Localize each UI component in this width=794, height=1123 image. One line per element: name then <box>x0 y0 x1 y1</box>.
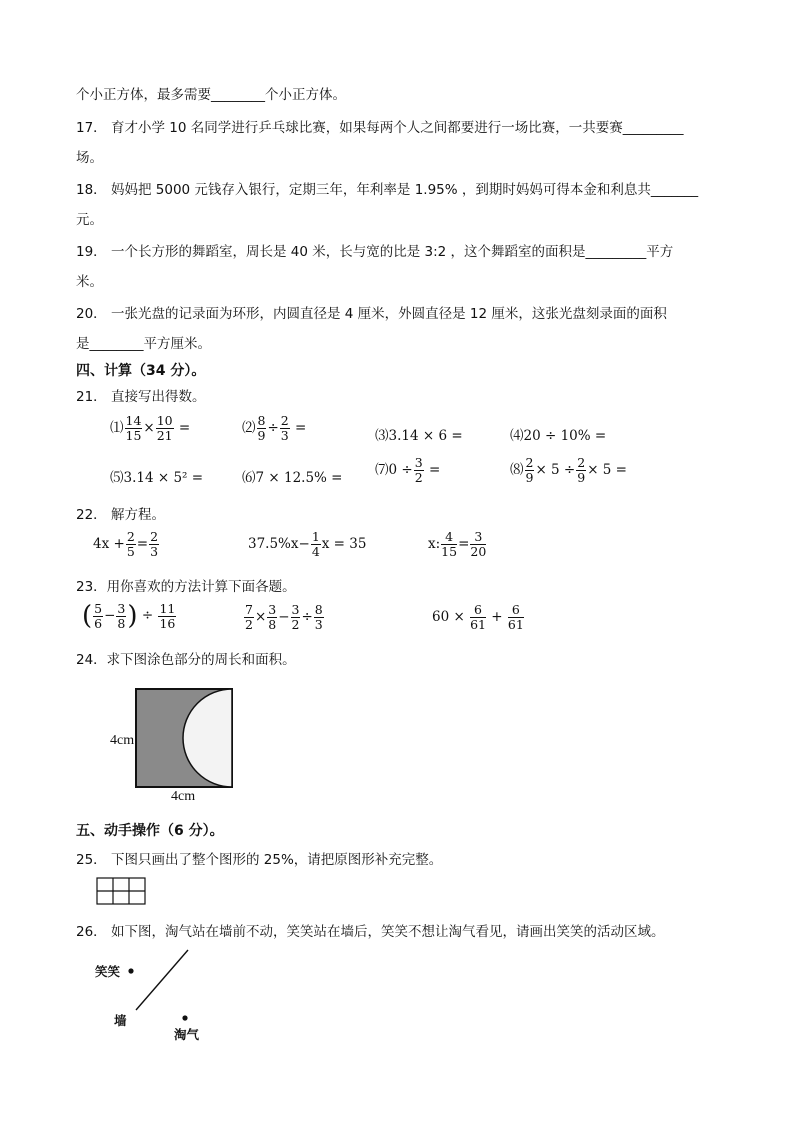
question-21: 21． 直接写出得数。 <box>76 389 206 405</box>
q23-expression-2: $\frac{7}{2}$ × $\frac{3}{8}$ − $\frac{3}{2}$ ÷ $\frac{8}{3}$ <box>245 602 323 632</box>
figure-26 <box>92 948 232 1048</box>
question-19: 19． 一个长方形的舞蹈室，周长是 40 米，长与宽的比是 3:2 ，这个舞蹈室的面积是_________平方 <box>76 244 674 260</box>
question-20: 20． 一张光盘的记录面为环形，内圆直径是 4 厘米，外圆直径是 12 厘米，这张光盘刻录面的面积 <box>76 306 667 322</box>
question-22: 22． 解方程。 <box>76 507 165 523</box>
q21-item-6: ⑹7 × 12.5% = <box>242 470 343 486</box>
equation-1: 4x + $\frac{2}{5}$ = $\frac{2}{3}$ <box>93 529 159 559</box>
question-17: 17． 育才小学 10 名同学进行乒乓球比赛，如果每两个人之间都要进行一场比赛，一共要赛_________ <box>76 120 684 136</box>
q21-item-7: ⑺0 ÷ $\frac{3}{2}$ = <box>375 455 441 485</box>
section-4-heading: 四、计算（34 分）。 <box>76 363 206 379</box>
xiaoxiao-label: 笑笑 <box>95 964 121 979</box>
q21-item-5: ⑸3.14 × 5² = <box>110 470 204 486</box>
question-19-continuation: 米。 <box>76 274 103 290</box>
question-26: 26． 如下图，淘气站在墙前不动，笑笑站在墙后，笑笑不想让淘气看见，请画出笑笑的活动区域。 <box>76 924 665 940</box>
question-25: 25． 下图只画出了整个图形的 25%，请把原图形补充完整。 <box>76 852 443 868</box>
question-24: 24．求下图涂色部分的周长和面积。 <box>76 652 296 668</box>
question-18: 18． 妈妈把 5000 元钱存入银行，定期三年，年利率是 1.95% ，到期时妈妈可得本金和利息共_______ <box>76 182 699 198</box>
question-17-continuation: 场。 <box>76 150 103 166</box>
figure-25-grid <box>96 877 148 911</box>
q21-item-8: ⑻ $\frac{2}{9}$ × 5 ÷ $\frac{2}{9}$ × 5 = <box>510 455 627 485</box>
figure-24 <box>90 684 270 808</box>
question-18-continuation: 元。 <box>76 212 103 228</box>
question-16-continuation: 个小正方体，最多需要________个小正方体。 <box>76 87 346 103</box>
bottom-length-label: 4cm <box>171 789 196 804</box>
side-length-label: 4cm <box>110 733 135 748</box>
taoqi-label: 淘气 <box>174 1027 200 1042</box>
equation-2: 37.5%x− $\frac{1}{4}$ x = 35 <box>248 529 367 559</box>
q21-item-3: ⑶3.14 × 6 = <box>375 428 463 444</box>
question-23: 23．用你喜欢的方法计算下面各题。 <box>76 579 296 595</box>
taoqi-point <box>182 1015 187 1020</box>
wall-label: 墙 <box>114 1013 127 1028</box>
wall-line <box>136 950 188 1010</box>
partial-grid-figure <box>96 877 148 907</box>
q21-item-2: ⑵ $\frac{8}{9}$ ÷ $\frac{2}{3}$ = <box>242 413 307 443</box>
q23-expression-1: ( $\frac{5}{6}$ − $\frac{3}{8}$ ) ÷ $\frac{11}{16}$ <box>82 600 176 631</box>
equation-3: x: $\frac{4}{15}$ = $\frac{3}{20}$ <box>428 529 487 559</box>
q21-item-4: ⑷20 ÷ 10% = <box>510 428 607 444</box>
q21-item-1: ⑴ $\frac{14}{15}$ × $\frac{10}{21}$ = <box>110 413 191 443</box>
section-5-heading: 五、动手操作（6 分）。 <box>76 823 224 839</box>
question-20-continuation: 是________平方厘米。 <box>76 336 211 352</box>
xiaoxiao-point <box>128 968 133 973</box>
q23-expression-3: 60 × $\frac{6}{61}$ + $\frac{6}{61}$ <box>432 602 524 632</box>
